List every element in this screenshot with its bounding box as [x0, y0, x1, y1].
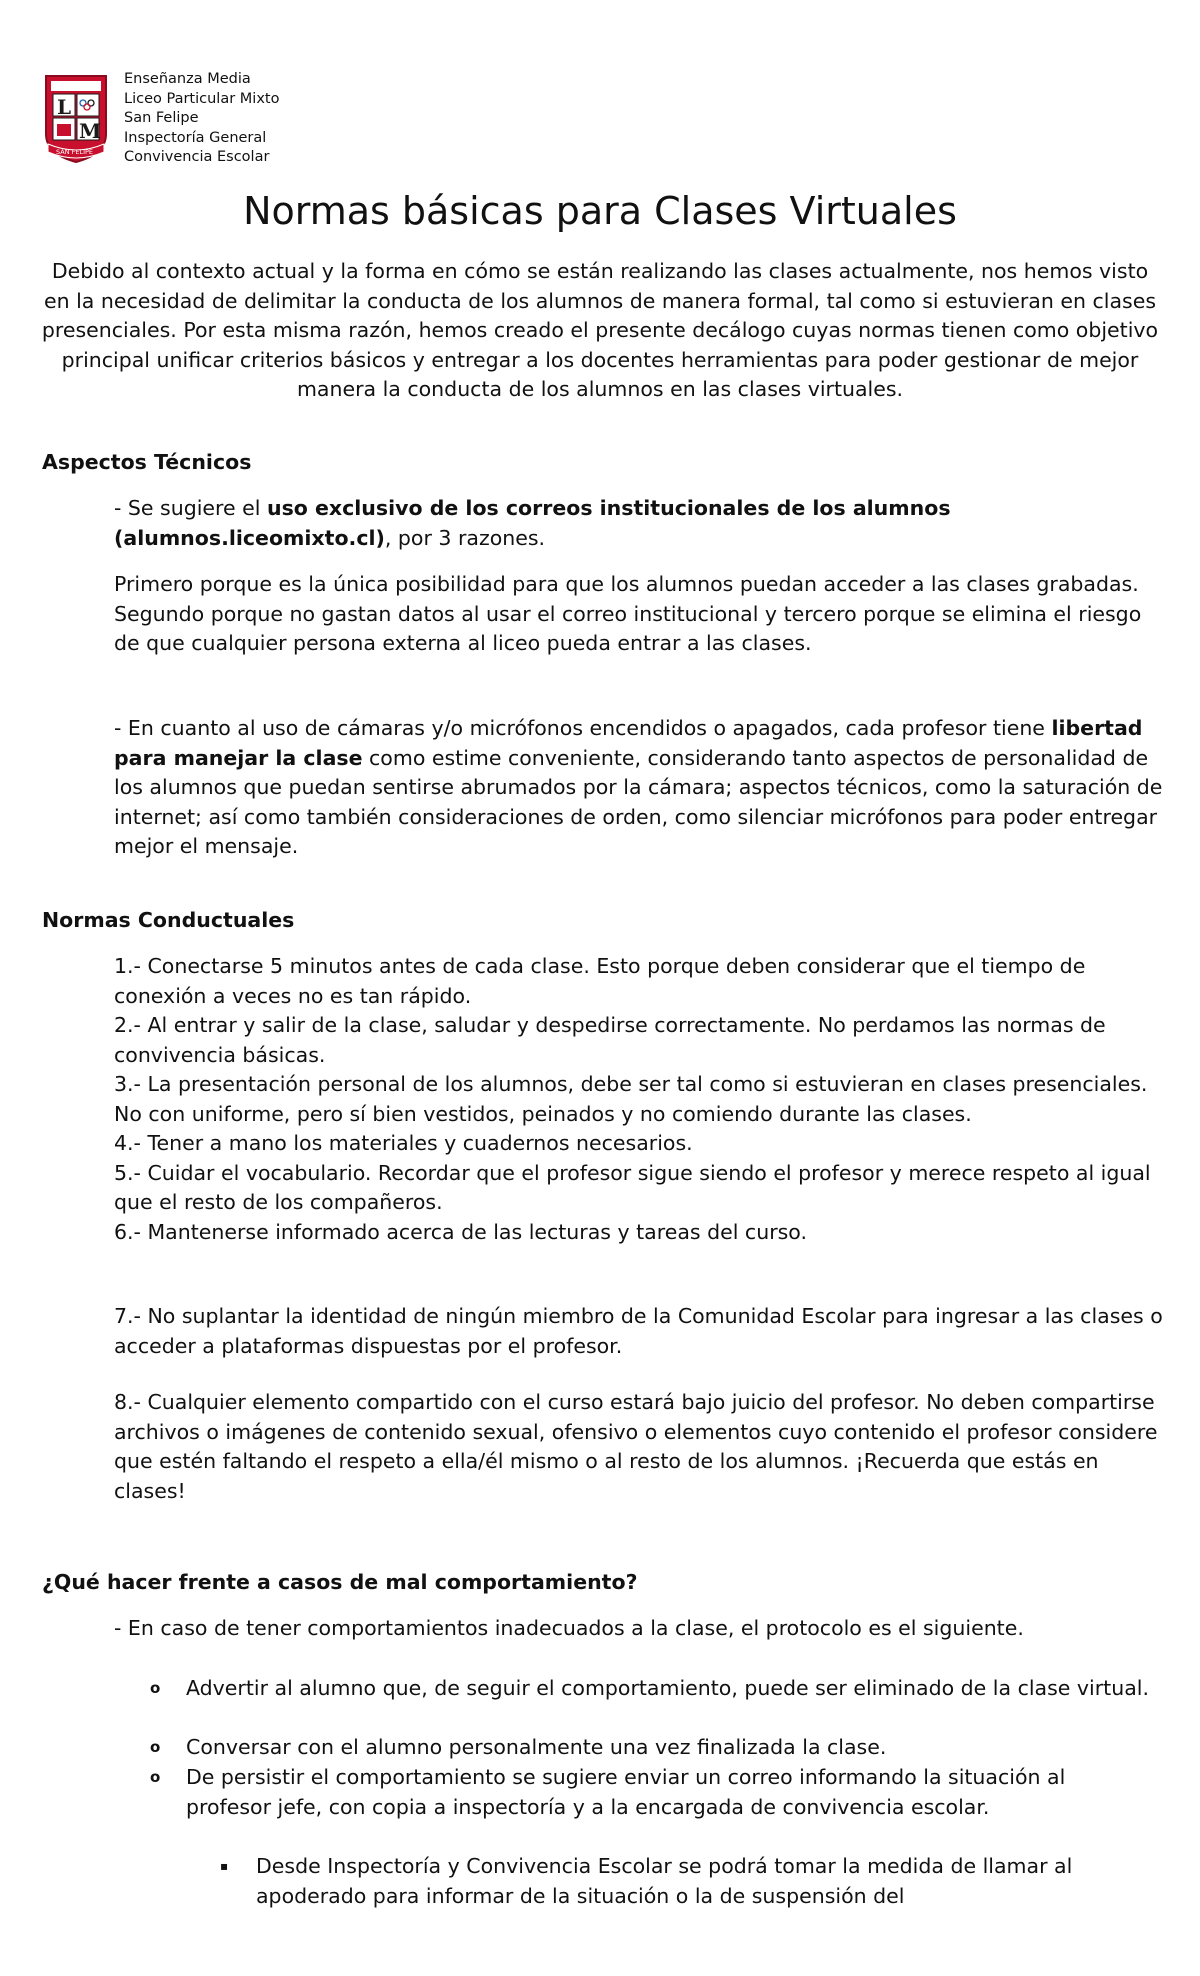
rule-item: 1.- Conectarse 5 minutos antes de cada clase. Esto porque deben considerar que el tiempo de conexión a veces no es tan rápido. — [114, 954, 1086, 1008]
misconduct-bullet — [150, 1763, 1150, 1822]
tech-paragraph-cameras — [114, 714, 1164, 862]
tech-p3-suffix: como estime conveniente, considerando tanto aspectos de personalidad de los alumnos que puedan sentirse abrumados por la cámara; aspectos técnicos, como la saturación de internet; así como también consideraciones de orden, como silenciar micrófonos para poder entregar mejor el mensaje. — [114, 745, 1163, 858]
page-title: Normas básicas para Clases Virtuales — [243, 189, 957, 233]
misconduct-sub-bullet — [220, 1852, 1150, 1911]
misconduct-bullet — [150, 1733, 1150, 1763]
header-info — [124, 70, 279, 168]
rule-item-7: 7.- No suplantar la identidad de ningún miembro de la Comunidad Escolar para ingresar a las clases o acceder a plataformas dispuestas por el profesor. — [114, 1304, 1163, 1358]
bullet-text: Conversar con el alumno personalmente una vez finalizada la clase. — [186, 1735, 887, 1759]
header-line-city: San Felipe — [124, 110, 199, 126]
tech-paragraph-email — [114, 494, 1164, 553]
document-header — [42, 70, 279, 168]
rule-item: 4.- Tener a mano los materiales y cuadernos necesarios. — [114, 1131, 693, 1155]
sub-bullet-mark: ▪ — [220, 1859, 229, 1873]
header-line-school: Liceo Particular Mixto — [124, 90, 280, 107]
rule-item: 2.- Al entrar y salir de la clase, saludar y despedirse correctamente. No perdamos las normas de convivencia básicas. — [114, 1013, 1106, 1067]
tech-paragraph-reasons: Primero porque es la única posibilidad para que los alumnos puedan acceder a las clases grabadas. Segundo porque no gastan datos al usar el correo institucional y tercero porque se elimina el riesgo de que cualquier persona externa al liceo pueda entrar a las clases. — [114, 572, 1142, 655]
tech-p1-prefix: - Se sugiere el — [114, 496, 267, 520]
svg-text:L: L — [57, 95, 72, 119]
rule-item: 3.- La presentación personal de los alumnos, debe ser tal como si estuvieran en clases presenciales. No con uniforme, pero sí bien vestidos, peinados y no comiendo durante las clases. — [114, 1072, 1148, 1126]
section-heading-misconduct: ¿Qué hacer frente a casos de mal comportamiento? — [42, 1570, 638, 1594]
tech-p3-bold: libertad para manejar la clase — [114, 716, 1143, 770]
header-line-convivencia: Convivencia Escolar — [124, 149, 270, 165]
svg-text:SAN FELIPE: SAN FELIPE — [56, 148, 94, 156]
misconduct-intro: - En caso de tener comportamientos inadecuados a la clase, el protocolo es el siguiente. — [114, 1616, 1024, 1640]
tech-p1-bold: uso exclusivo de los correos institucionales de los alumnos (alumnos.liceomixto.cl) — [114, 496, 951, 550]
header-line-level: Enseñanza Media — [124, 71, 251, 87]
intro-paragraph: Debido al contexto actual y la forma en cómo se están realizando las clases actualmente, nos hemos visto en la necesidad de delimitar la conducta de los alumnos de manera formal, tal como si estuvieran en clases presenciales. Por esta misma razón, hemos creado el presente decálogo cuyas normas tienen como objetivo principal unificar criterios básicos y entregar a los docentes herramientas para poder gestionar de mejor manera la conducta de los alumnos en las clases virtuales. — [41, 259, 1159, 401]
header-line-inspectorate: Inspectoría General — [124, 129, 267, 146]
bullet-text: De persistir el comportamiento se sugiere enviar un correo informando la situación al profesor jefe, con copia a inspectoría y a la encargada de convivencia escolar. — [186, 1765, 1066, 1819]
rule-item: 6.- Mantenerse informado acerca de las lecturas y tareas del curso. — [114, 1219, 807, 1244]
tech-p1-suffix: , por 3 razones. — [384, 525, 546, 550]
rules-list — [114, 952, 1164, 1247]
bullet-mark: o — [150, 1768, 161, 1786]
section-heading-rules: Normas Conductuales — [42, 908, 295, 932]
svg-text:M: M — [79, 119, 102, 143]
bullet-mark: o — [150, 1679, 161, 1697]
rule-item: 5.- Cuidar el vocabulario. Recordar que el profesor sigue siendo el profesor y merece respeto al igual que el resto de los compañeros. — [114, 1160, 1151, 1214]
tech-p3-prefix: - En cuanto al uso de cámaras y/o micrófonos encendidos o apagados, cada profesor tiene — [114, 716, 1052, 740]
section-heading-technical: Aspectos Técnicos — [42, 450, 252, 474]
misconduct-bullet — [150, 1674, 1150, 1704]
school-logo — [42, 70, 110, 164]
rule-item-8: 8.- Cualquier elemento compartido con el curso estará bajo juicio del profesor. No deben compartirse archivos o imágenes de contenido sexual, ofensivo o elementos cuyo contenido el profesor considere que estén faltando el respeto a ella/él mismo o al resto de los alumnos. ¡Recuerda que estás en clases! — [114, 1390, 1158, 1503]
sub-bullet-text: Desde Inspectoría y Convivencia Escolar se podrá tomar la medida de llamar al apoderado para informar de la situación o la de suspensión del — [256, 1854, 1073, 1908]
bullet-text: Advertir al alumno que, de seguir el comportamiento, puede ser eliminado de la clase virtual. — [186, 1676, 1149, 1700]
bullet-mark: o — [150, 1738, 161, 1756]
